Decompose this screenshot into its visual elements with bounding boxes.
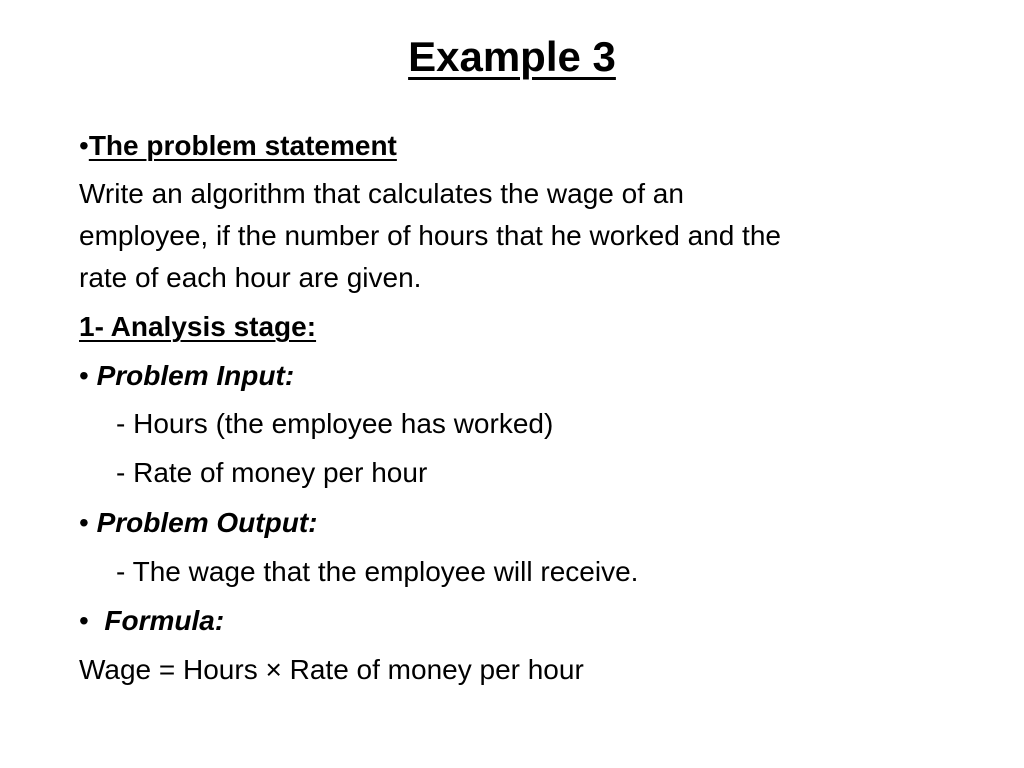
slide-title: [0, 30, 1024, 84]
bullet: •: [79, 360, 89, 391]
problem-statement-heading: The problem statement: [88, 130, 397, 161]
problem-input-line: [79, 357, 294, 395]
problem-input-label: Problem Input:: [96, 360, 295, 391]
problem-output-label: Problem Output:: [96, 507, 318, 538]
problem-statement-line-3: rate of each hour are given.: [79, 262, 422, 293]
problem-statement-line-2: employee, if the number of hours that he worked and the: [79, 220, 781, 251]
bullet: •: [79, 130, 89, 161]
formula-line: [79, 602, 224, 640]
problem-statement-heading-line: [79, 127, 397, 165]
problem-output-line: [79, 504, 317, 542]
bullet: •: [79, 507, 89, 538]
input-item-rate: - Rate of money per hour: [116, 457, 428, 488]
input-item-hours: - Hours (the employee has worked): [116, 408, 554, 439]
output-item-wage: - The wage that the employee will receive.: [116, 556, 639, 587]
analysis-heading: 1- Analysis stage:: [79, 311, 317, 342]
analysis-heading-line: [79, 308, 316, 346]
formula-text: Wage = Hours × Rate of money per hour: [79, 654, 584, 685]
slide-title-text: Example 3: [408, 33, 616, 80]
formula-label: Formula:: [104, 605, 225, 636]
problem-statement-line-1: Write an algorithm that calculates the wage of an: [79, 178, 684, 209]
bullet: •: [79, 605, 89, 636]
